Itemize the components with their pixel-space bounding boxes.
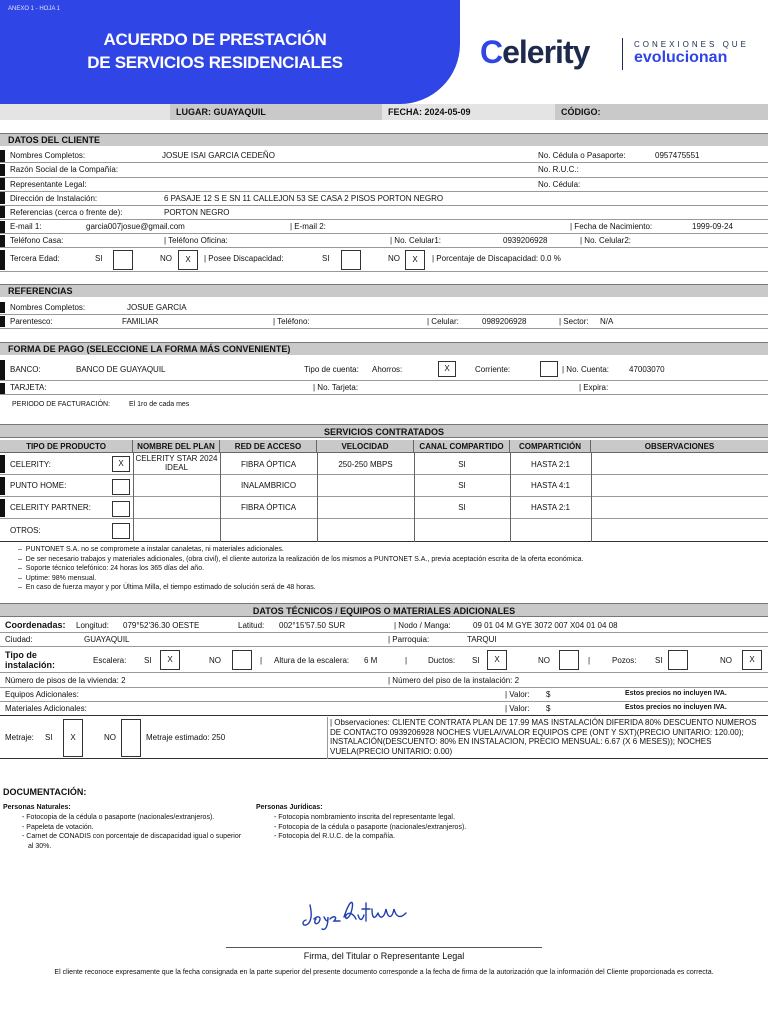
escalera-si-label: SI xyxy=(144,656,152,665)
escalera-label: Escalera: xyxy=(93,656,127,665)
representante-label: Representante Legal: xyxy=(10,180,87,189)
documentacion-title: DOCUMENTACIÓN: xyxy=(3,787,87,797)
tipo-cuenta-label: Tipo de cuenta: xyxy=(304,365,359,374)
list-item-text: Papeleta de votación. xyxy=(26,823,94,831)
separator: | xyxy=(588,656,591,665)
signature-image xyxy=(300,895,424,935)
footer-disclaimer: El cliente reconoce expresamente que la fecha consignada en la parte superior del presente documento corresponde a la fecha de firma de la autorización que la información del Cliente proporcionada es correcta. xyxy=(54,969,714,976)
ductos-no-label: NO xyxy=(538,656,550,665)
col-red-acceso: RED DE ACCESO xyxy=(220,440,317,453)
fecha-field: FECHA: 2024-05-09 xyxy=(388,107,471,117)
referencias-value: PORTON NEGRO xyxy=(164,208,230,217)
piso-instalacion: | Número del piso de la instalación: 2 xyxy=(388,676,520,685)
direccion-label: Dirección de Instalación: xyxy=(10,194,98,203)
banco-label: BANCO: xyxy=(10,365,41,374)
list-item-text: Fotocopia de la cédula o pasaporte (nacionales/extranjeros). xyxy=(278,823,467,831)
ductos-no-checkbox[interactable] xyxy=(559,650,579,670)
service-tipo: PUNTO HOME: xyxy=(10,481,67,490)
nodo-label: | Nodo / Manga: xyxy=(394,621,451,630)
email1-label: E-mail 1: xyxy=(10,222,42,231)
nacimiento-label: | Fecha de Nacimiento: xyxy=(570,222,653,231)
tercera-no-checkbox[interactable]: X xyxy=(178,250,198,270)
metraje-no-checkbox[interactable] xyxy=(121,719,141,757)
col-divider xyxy=(327,717,328,759)
referencias-label: Referencias (cerca o frente de): xyxy=(10,208,123,217)
pisos-vivienda: Número de pisos de la vivienda: 2 xyxy=(5,676,126,685)
service-velocidad: 250-250 MBPS xyxy=(338,460,393,469)
metraje-no-label: NO xyxy=(104,733,116,742)
signature-line xyxy=(226,947,542,948)
latitud-label: Latitud: xyxy=(238,621,265,630)
logo-text: elerity xyxy=(502,34,590,70)
document-title xyxy=(40,28,390,74)
porcentaje-discapacidad: | Porcentaje de Discapacidad: 0.0 % xyxy=(432,254,561,263)
tercera-si-label: SI xyxy=(95,254,103,263)
ref-nombres-value: JOSUE GARCIA xyxy=(127,303,187,312)
periodo-label: PERIODO DE FACTURACIÓN: xyxy=(12,401,111,408)
discapacidad-label: | Posee Discapacidad: xyxy=(204,254,284,263)
cedula2-label: No. Cédula: xyxy=(538,180,581,189)
observaciones-text: | Observaciones: CLIENTE CONTRATA PLAN DE 17.99 MAS INSTALACIÓN DIFERIDA 80% DESCUENTO NUMEROS DE CONTACTO 0939206928 NOCHES VUELA//VALOR EQUIPOS CPE (ONT Y SXT)(PRECIO UNITARIO: 120.00); INSTALACIÓN(DESCUENTO: 80% EN INSTALACION, PRECIO MENSUAL: 6.67 (X 6 MESES)); NOCHES VUELA(PRECIO UNITARIO: 0.00) xyxy=(330,718,757,756)
juridicas-title: Personas Jurídicas: xyxy=(256,804,323,811)
nacimiento-value: 1999-09-24 xyxy=(692,222,733,231)
parroquia-label: | Parroquia: xyxy=(388,635,430,644)
note-text: En caso de fuerza mayor y por Última Milla, el tiempo estimado de solución será de 48 horas. xyxy=(25,584,316,591)
naturales-title: Personas Naturales: xyxy=(3,804,71,811)
naturales-list xyxy=(22,813,242,851)
note-text: Soporte técnico telefónico: 24 horas los 365 días del año. xyxy=(25,565,205,572)
cedula-label: No. Cédula o Pasaporte: xyxy=(538,151,626,160)
note-item: ‒ En caso de fuerza mayor y por Última Milla, el tiempo estimado de solución será de 48 horas. xyxy=(18,584,316,591)
list-item-text: Fotocopia del R.U.C. de la compañía. xyxy=(278,833,396,840)
metraje-si-label: SI xyxy=(45,733,53,742)
metraje-si-checkbox[interactable]: X xyxy=(63,719,83,757)
note-item: ‒ Uptime: 98% mensual. xyxy=(18,574,97,582)
list-item: - Carnet de CONADIS con porcentaje de discapacidad igual o superior al 30%. xyxy=(22,833,242,850)
list-item: - Fotocopia de la cédula o pasaporte (nacionales/extranjeros). xyxy=(22,814,215,821)
col-tipo-producto: TIPO DE PRODUCTO xyxy=(0,440,133,453)
service-red: FIBRA ÓPTICA xyxy=(240,460,297,469)
annex-label: ANEXO 1 - HOJA 1 xyxy=(8,6,61,12)
service-comparticion: HASTA 4:1 xyxy=(531,481,570,490)
corriente-checkbox[interactable] xyxy=(540,361,558,377)
codigo-field: CÓDIGO: xyxy=(555,104,768,120)
metraje-label: Metraje: xyxy=(5,733,34,742)
note-item: ‒ De ser necesario trabajos y materiales adicionales, (obra civil), el cliente autoriza la realización de los mismos a PUNTONET S.A., previa aceptación escrita de la oferta económica. xyxy=(18,555,584,563)
no-tarjeta-label: | No. Tarjeta: xyxy=(313,383,359,392)
discapacidad-no-label: NO xyxy=(388,254,400,263)
list-item: - Papeleta de votación. xyxy=(22,823,94,831)
separator: | xyxy=(260,656,263,665)
metraje-estimado: Metraje estimado: 250 xyxy=(146,733,226,742)
list-item: - Fotocopia de la cédula o pasaporte (nacionales/extranjeros). xyxy=(274,823,467,831)
row-marker xyxy=(0,455,5,473)
parentesco-label: Parentesco: xyxy=(10,317,53,326)
nodo-value: 09 01 04 M GYE 3072 007 X04 01 04 08 xyxy=(473,621,618,630)
nombres-label: Nombres Completos: xyxy=(10,151,86,160)
pozos-label: Pozos: xyxy=(612,656,637,665)
tercera-si-checkbox[interactable] xyxy=(113,250,133,270)
service-tipo: CELERITY PARTNER: xyxy=(10,503,91,512)
celular2-label: | No. Celular2: xyxy=(580,236,631,245)
ciudad-label: Ciudad: xyxy=(5,635,33,644)
logo-c: C xyxy=(480,34,503,70)
parentesco-value: FAMILIAR xyxy=(122,317,159,326)
row-tarjeta xyxy=(0,382,768,395)
parroquia-value: TARQUI xyxy=(467,635,497,644)
row-ref-nombres xyxy=(0,302,768,315)
service-checkbox[interactable] xyxy=(112,479,130,495)
nombres-value: JOSUE ISAI GARCIA CEDEÑO xyxy=(162,151,275,160)
note-item: ‒ PUNTONET S.A. no se compromete a instalar canaletas, ni materiales adicionales. xyxy=(18,546,284,553)
tipo-instalacion-label-1: Tipo de xyxy=(5,650,37,660)
section-datos-cliente: DATOS DEL CLIENTE xyxy=(0,133,768,146)
pozos-no-label: NO xyxy=(720,656,732,665)
expira-label: | Expira: xyxy=(579,383,609,392)
celular1-label: | No. Celular1: xyxy=(390,236,441,245)
discapacidad-no-checkbox[interactable]: X xyxy=(405,250,425,270)
sector-value: N/A xyxy=(600,317,614,326)
razon-label: Razón Social de la Compañía: xyxy=(10,165,119,174)
pozos-si-checkbox[interactable] xyxy=(668,650,688,670)
row-marker xyxy=(0,499,5,517)
row-representante xyxy=(0,178,768,192)
ahorros-label: Ahorros: xyxy=(372,365,403,374)
section-forma-pago: FORMA DE PAGO (SELECCIONE LA FORMA MÁS CONVENIENTE) xyxy=(0,342,768,355)
col-divider xyxy=(591,453,592,542)
tercera-label: Tercera Edad: xyxy=(10,254,60,263)
ductos-si-label: SI xyxy=(472,656,480,665)
list-item-text: Carnet de CONADIS con porcentaje de discapacidad igual o superior al 30%. xyxy=(26,833,242,850)
col-comparticion: COMPARTICIÓN xyxy=(510,440,591,453)
banco-value: BANCO DE GUAYAQUIL xyxy=(76,365,166,374)
service-plan: CELERITY STAR 2024 IDEAL xyxy=(135,454,218,472)
altura-label: Altura de la escalera: xyxy=(274,656,350,665)
altura-value: 6 M xyxy=(364,656,378,665)
cedula-value: 0957475551 xyxy=(655,151,700,160)
coordenadas-label: Coordenadas: xyxy=(5,620,66,630)
service-canal: SI xyxy=(458,503,466,512)
list-item: - Fotocopia del R.U.C. de la compañía. xyxy=(274,833,396,840)
ductos-label: Ductos: xyxy=(428,656,456,665)
note-text: Uptime: 98% mensual. xyxy=(25,574,97,582)
celular1-value: 0939206928 xyxy=(503,236,548,245)
pozos-no-checkbox[interactable]: X xyxy=(742,650,762,670)
ref-telefono-label: | Teléfono: xyxy=(273,317,310,326)
sector-label: | Sector: xyxy=(559,317,589,326)
email2-label: | E-mail 2: xyxy=(290,222,326,231)
service-comparticion: HASTA 2:1 xyxy=(531,460,570,469)
note-item: ‒ Soporte técnico telefónico: 24 horas los 365 días del año. xyxy=(18,565,205,572)
escalera-si-checkbox[interactable]: X xyxy=(160,650,180,670)
title-line-2: DE SERVICIOS RESIDENCIALES xyxy=(87,53,343,72)
row-ref-parentesco xyxy=(0,316,768,329)
equipos-iva-note: Estos precios no incluyen IVA. xyxy=(625,690,727,697)
logo-divider xyxy=(622,38,623,70)
col-observaciones: OBSERVACIONES xyxy=(591,440,768,453)
lugar-field: LUGAR: GUAYAQUIL xyxy=(170,104,382,120)
signature-caption: Firma, del Titular o Representante Legal xyxy=(303,951,465,961)
materiales-iva-note: Estos precios no incluyen IVA. xyxy=(625,704,727,711)
discapacidad-si-checkbox[interactable] xyxy=(341,250,361,270)
note-text: PUNTONET S.A. no se compromete a instalar canaletas, ni materiales adicionales. xyxy=(25,546,284,553)
service-notes xyxy=(18,545,758,593)
list-item-text: Fotocopia nombramiento inscrita del representante legal. xyxy=(278,814,455,821)
list-item-text: Fotocopia de la cédula o pasaporte (nacionales/extranjeros). xyxy=(26,814,215,821)
discapacidad-si-label: SI xyxy=(322,254,330,263)
service-red: FIBRA ÓPTICA xyxy=(240,503,297,512)
tagline-top: CONEXIONES QUE xyxy=(634,40,749,49)
service-canal: SI xyxy=(458,481,466,490)
periodo-value: El 1ro de cada mes xyxy=(129,401,190,408)
row-telefonos xyxy=(0,235,768,248)
col-velocidad: VELOCIDAD xyxy=(317,440,414,453)
ciudad-value: GUAYAQUIL xyxy=(84,635,130,644)
ruc-label: No. R.U.C.: xyxy=(538,165,579,174)
section-datos-tecnicos: DATOS TÉCNICOS / EQUIPOS O MATERIALES ADICIONALES xyxy=(0,603,768,617)
service-checkbox[interactable] xyxy=(112,501,130,517)
latitud-value: 002°15'57.50 SUR xyxy=(279,621,346,630)
materiales-valor-label: | Valor: xyxy=(505,704,530,713)
tel-oficina-label: | Teléfono Oficina: xyxy=(164,236,228,245)
escalera-no-checkbox[interactable] xyxy=(232,650,252,670)
equipos-valor-label: | Valor: xyxy=(505,690,530,699)
materiales-currency: $ xyxy=(546,704,551,713)
section-servicios: SERVICIOS CONTRATADOS xyxy=(0,424,768,438)
ref-celular-label: | Celular: xyxy=(427,317,459,326)
title-line-1: ACUERDO DE PRESTACIÓN xyxy=(103,30,327,49)
direccion-value: 6 PASAJE 12 S E SN 11 CALLEJON 53 SE CASA 2 PISOS PORTON NEGRO xyxy=(164,194,444,203)
service-comparticion: HASTA 2:1 xyxy=(531,503,570,512)
ahorros-checkbox[interactable]: X xyxy=(438,361,456,377)
row-coordenadas xyxy=(0,618,768,633)
separator: | xyxy=(405,656,408,665)
service-checkbox[interactable]: X xyxy=(112,456,130,472)
equipos-currency: $ xyxy=(546,690,551,699)
email1-value: garcia007josue@gmail.com xyxy=(86,222,185,231)
tercera-no-label: NO xyxy=(160,254,172,263)
note-text: De ser necesario trabajos y materiales adicionales, (obra civil), el cliente autoriza la realización de los mismos a PUNTONET S.A., previa aceptación escrita de la oferta económica. xyxy=(25,555,584,563)
tarjeta-label: TARJETA: xyxy=(10,383,47,392)
service-red: INALAMBRICO xyxy=(240,481,297,490)
col-canal-compartido: CANAL COMPARTIDO xyxy=(414,440,510,453)
equipos-label: Equipos Adicionales: xyxy=(5,690,79,699)
ductos-si-checkbox[interactable]: X xyxy=(487,650,507,670)
service-tipo: OTROS: xyxy=(10,526,41,535)
row-marker xyxy=(0,477,5,495)
corriente-label: Corriente: xyxy=(475,365,511,374)
longitud-label: Longitud: xyxy=(76,621,109,630)
no-cuenta-value: 47003070 xyxy=(629,365,665,374)
col-nombre-plan: NOMBRE DEL PLAN xyxy=(133,440,220,453)
escalera-no-label: NO xyxy=(209,656,221,665)
celerity-logo xyxy=(480,34,589,71)
juridicas-list xyxy=(274,813,534,842)
tipo-instalacion-label-2: instalación: xyxy=(5,660,56,670)
tel-casa-label: Teléfono Casa: xyxy=(10,236,64,245)
row-nombres xyxy=(0,150,768,163)
pozos-si-label: SI xyxy=(655,656,663,665)
longitud-value: 079°52'36.30 OESTE xyxy=(123,621,200,630)
section-referencias: REFERENCIAS xyxy=(0,284,768,297)
no-cuenta-label: | No. Cuenta: xyxy=(562,365,609,374)
materiales-label: Materiales Adicionales: xyxy=(5,704,87,713)
ref-celular-value: 0989206928 xyxy=(482,317,527,326)
service-canal: SI xyxy=(458,460,466,469)
service-checkbox[interactable] xyxy=(112,523,130,539)
service-tipo: CELERITY: xyxy=(10,460,51,469)
list-item: - Fotocopia nombramiento inscrita del representante legal. xyxy=(274,814,455,821)
ref-nombres-label: Nombres Completos: xyxy=(10,303,86,312)
tagline-bottom: evolucionan xyxy=(634,49,728,66)
